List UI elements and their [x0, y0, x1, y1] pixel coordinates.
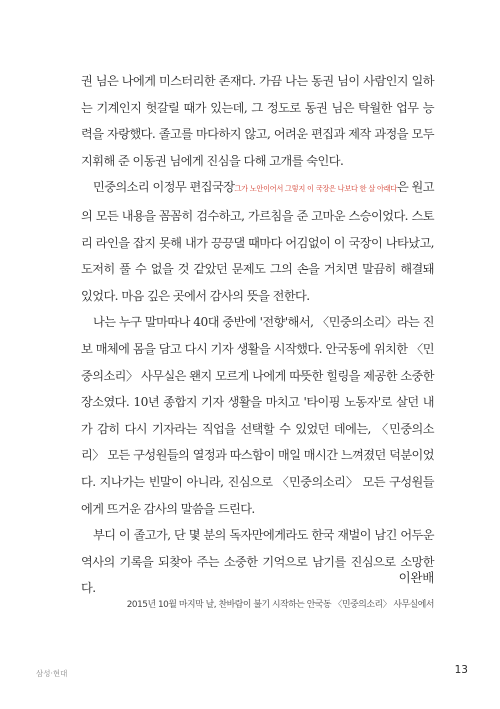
paragraph-2-rest: 은 원고의 모든 내용을 꼼꼼히 검수하고, 가르침을 준 고마운 스승이었다. 스토리 라인을 잡지 못해 내가 끙끙댈 때마다 어김없이 이 국장이 나타났고, 도저히 풀 수 없을 것 같았던 문제도 그의 손을 거치면 말끔히 해결돼 있었다. 마음 깊은 곳에서 감사의 뜻을 전한다. [81, 180, 435, 303]
inline-note: 그가 노안이어서 그렇지 이 국장은 나보다 한 살 아래다 [234, 184, 397, 194]
author-name: 이완배 [398, 570, 434, 585]
running-title: 삼성·현대 [36, 669, 68, 678]
body-text [81, 68, 434, 602]
paragraph-2 [81, 174, 434, 309]
paragraph-4: 부디 이 졸고가, 단 몇 분의 독자만에게라도 한국 재벌이 남긴 어두운 역사의 기록을 되찾아 주는 소중한 기억으로 남기를 진심으로 소망한다. [81, 528, 434, 596]
paragraph-2-lead: 민중의소리 이정무 편집국장 [93, 180, 235, 195]
dateline: 2015년 10월 마지막 날, 찬바람이 불기 시작하는 안국동 〈민중의소리〉 사무실에서 [126, 600, 434, 610]
paragraph-1: 권 님은 나에게 미스터리한 존재다. 가끔 나는 동권 님이 사람인지 일하는 기계인지 헛갈릴 때가 있는데, 그 정도로 동권 님은 탁월한 업무 능력을 자랑했다. 졸고를 마다하지 않고, 어려운 편집과 제작 과정을 모두 지휘해 준 이동권 님에게 진심을 다해 고개를 숙인다. [81, 74, 434, 168]
paragraph-3: 나는 누구 말마따나 40대 중반에 '전향'해서, 〈민중의소리〉라는 진보 매체에 몸을 담고 다시 기자 생활을 시작했다. 안국동에 위치한 〈민중의소리〉 사무실은 왠지 모르게 나에게 따뜻한 힐링을 제공한 소중한 장소였다. 10년 종합지 기자 생활을 마치고 '타이핑 노동자'로 살던 내가 감히 다시 기자라는 직업을 선택할 수 있었던 데에는, 〈민중의소리〉 모든 구성원들의 열정과 따스함이 매일 매시간 느껴졌던 덕분이었다. 지나가는 빈말이 아니라, 진심으로 〈민중의소리〉 모든 구성원들에게 뜨거운 감사의 말씀을 드린다. [81, 315, 434, 516]
page-number: 13 [454, 664, 468, 676]
